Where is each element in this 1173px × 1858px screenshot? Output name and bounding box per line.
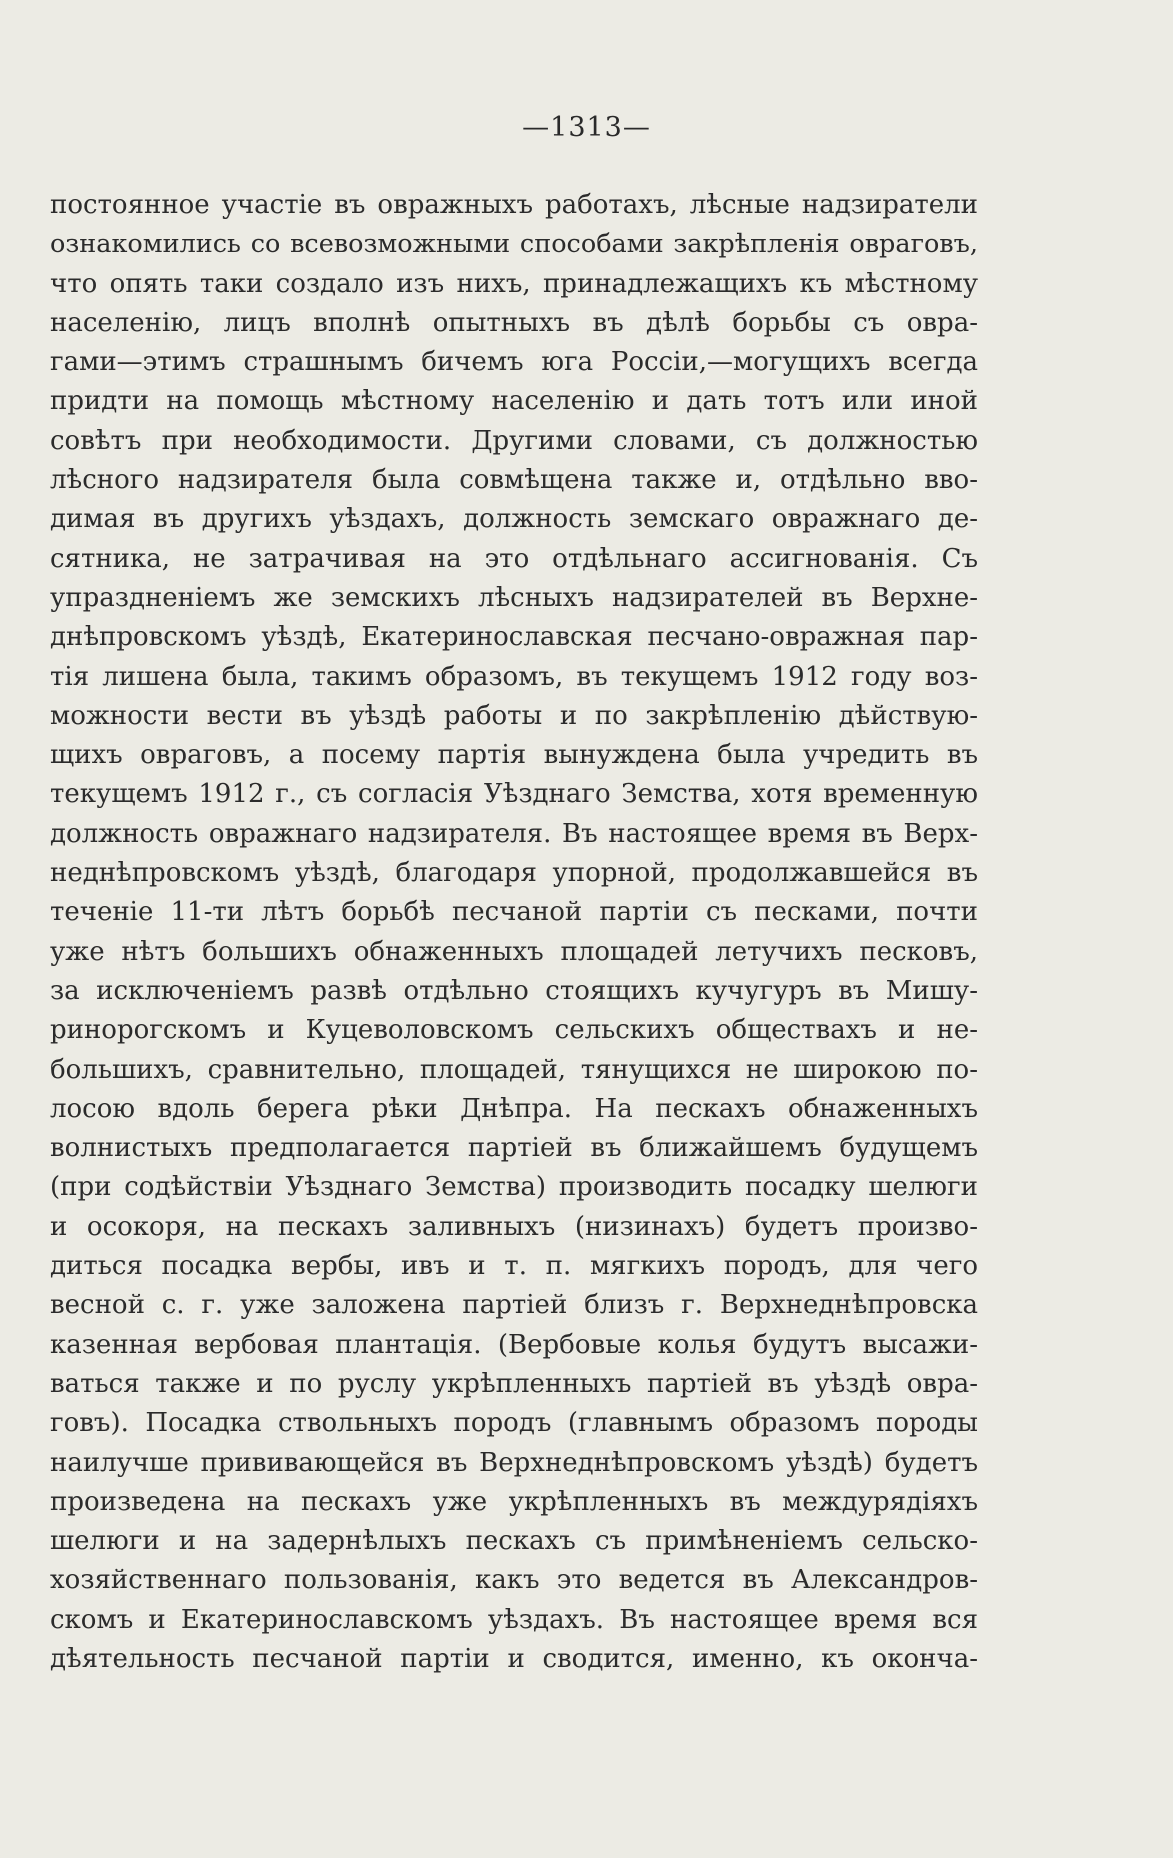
text-line: совѣтъ при необходимости. Другими словами, съ должностью [50,425,978,456]
text-line: казенная вербовая плантація. (Вербовые колья будутъ высажи- [50,1329,978,1360]
text-line: ознакомились со всевозможными способами закрѣпленія овраговъ, [50,229,978,260]
text-line: произведена на пескахъ уже укрѣпленныхъ въ междурядіяхъ [50,1486,978,1517]
text-line: что опять таки создало изъ нихъ, принадлежащихъ къ мѣстному [50,268,978,299]
text-line: лѣсного надзирателя была совмѣщена также и, отдѣльно вво- [50,465,978,496]
text-line: хозяйственнаго пользованія, какъ это ведется въ Александров- [50,1565,978,1596]
text-line: лосою вдоль берега рѣки Днѣпра. На пескахъ обнаженныхъ [50,1093,978,1124]
text-line: щихъ овраговъ, а посему партія вынуждена была учредить въ [50,740,978,771]
text-line: текущемъ 1912 г., съ согласія Уѣзднаго Земства, хотя временную [50,779,978,810]
text-line: и осокоря, на пескахъ заливныхъ (низинахъ) будетъ произво- [50,1211,978,1242]
text-line: населенію, лицъ вполнѣ опытныхъ въ дѣлѣ борьбы съ овра- [50,307,978,338]
text-line: димая въ другихъ уѣздахъ, должность земскаго овражнаго де- [50,504,978,535]
text-line: скомъ и Екатеринославскомъ уѣздахъ. Въ настоящее время вся [50,1604,978,1635]
text-line: говъ). Посадка ствольныхъ породъ (главнымъ образомъ породы [50,1408,978,1439]
text-line: (при содѣйствіи Уѣзднаго Земства) производить посадку шелюги [50,1172,978,1203]
text-line: постоянное участіе въ овражныхъ работахъ, лѣсные надзиратели [50,190,978,220]
text-line: можности вести въ уѣздѣ работы и по закрѣпленію дѣйствую- [50,700,978,731]
text-line: придти на помощь мѣстному населенію и дать тотъ или иной [50,386,978,417]
text-line: уже нѣтъ большихъ обнаженныхъ площадей летучихъ песковъ, [50,936,978,967]
text-line: днѣпровскомъ уѣздѣ, Екатеринославская песчано-овражная пар- [50,622,978,653]
text-line: за исключеніемъ развѣ отдѣльно стоящихъ кучугуръ въ Мишу- [50,975,978,1006]
text-line: ваться также и по руслу укрѣпленныхъ партіей въ уѣздѣ овра- [50,1368,978,1399]
text-line: должность овражнаго надзирателя. Въ настоящее время въ Верх- [50,818,978,849]
text-line: шелюги и на задернѣлыхъ пескахъ съ примѣненіемъ сельско- [50,1526,978,1557]
text-line: весной с. г. уже заложена партіей близъ г. Верхнеднѣпровска [50,1290,978,1321]
text-line: волнистыхъ предполагается партіей въ ближайшемъ будущемъ [50,1133,978,1164]
text-line: гами—этимъ страшнымъ бичемъ юга Россіи,—могущихъ всегда [50,347,978,378]
text-line: дѣятельность песчаной партіи и сводится, именно, къ оконча- [50,1643,978,1674]
body-text [50,186,978,1679]
page-number: —1313— [522,112,651,143]
text-line: тія лишена была, такимъ образомъ, въ текущемъ 1912 году воз- [50,661,978,692]
text-line: ринорогскомъ и Куцеволовскомъ сельскихъ обществахъ и не- [50,1015,978,1046]
text-line: диться посадка вербы, ивъ и т. п. мягкихъ породъ, для чего [50,1251,978,1282]
text-line: наилучше прививающейся въ Верхнеднѣпровскомъ уѣздѣ) будетъ [50,1447,978,1478]
text-line: большихъ, сравнительно, площадей, тянущихся не широкою по- [50,1054,978,1085]
text-line: сятника, не затрачивая на это отдѣльнаго ассигнованія. Съ [50,543,978,574]
text-line: упраздненіемъ же земскихъ лѣсныхъ надзирателей въ Верхне- [50,582,978,613]
text-line: теченіе 11-ти лѣтъ борьбѣ песчаной партіи съ песками, почти [50,897,978,928]
text-line: неднѣпровскомъ уѣздѣ, благодаря упорной, продолжавшейся въ [50,858,978,889]
